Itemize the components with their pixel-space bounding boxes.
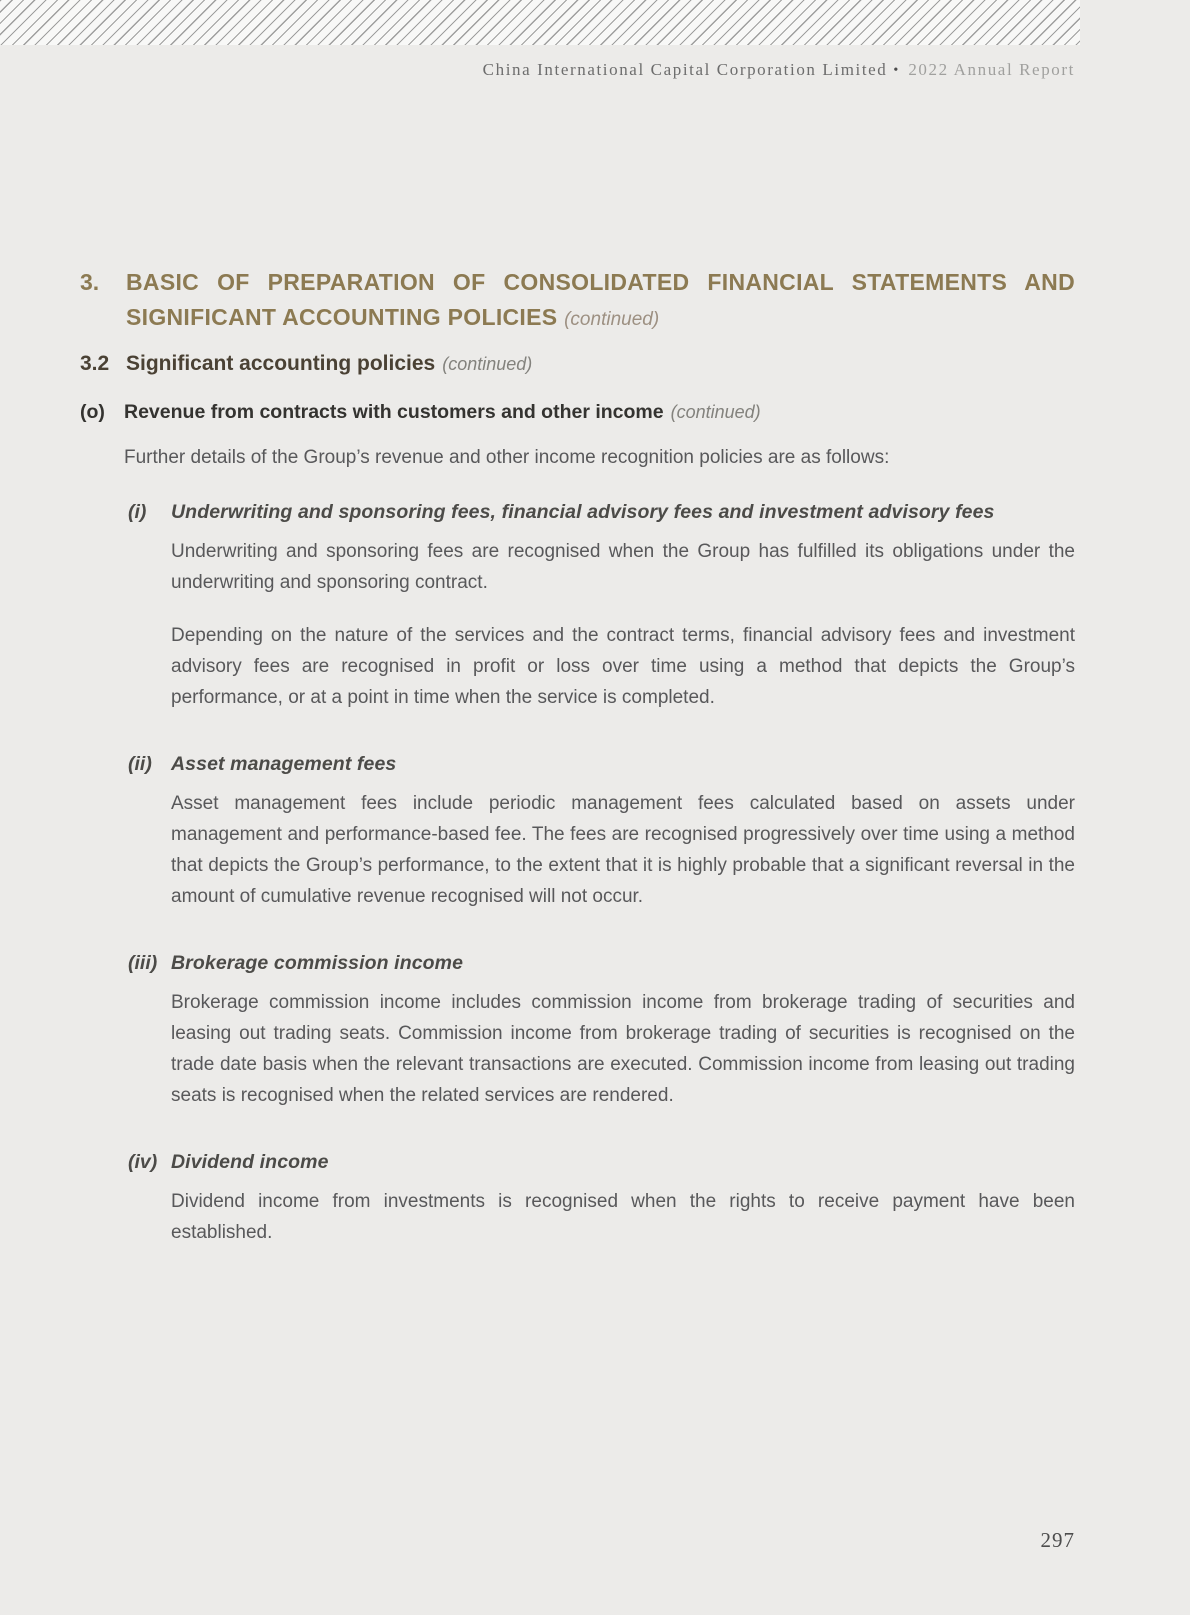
sub-item-iii-title: Brokerage commission income — [171, 952, 464, 974]
subsection-continued-note: (continued) — [442, 354, 533, 374]
sub-item-iv-title: Dividend income — [171, 1151, 329, 1173]
section-number: 3. — [80, 269, 100, 295]
subsection-number: 3.2 — [80, 352, 110, 375]
company-name: China International Capital Corporation Limited — [482, 60, 888, 79]
sub-item-iv-label: (iv) — [128, 1151, 158, 1173]
sub-item-i-paragraph-1: Underwriting and sponsoring fees are recognised when the Group has fulfilled its obligations under the underwriting and sponsoring contract. — [171, 541, 1075, 593]
separator-dot-icon: • — [893, 63, 899, 78]
sub-item-iii-body — [171, 950, 1075, 1111]
note-o-title-text: Revenue from contracts with customers and other income — [124, 401, 664, 423]
sub-item-i-title: Underwriting and sponsoring fees, financial advisory fees and investment advisory fees — [171, 501, 995, 523]
note-o-revenue — [80, 399, 1075, 1248]
sub-item-ii-body — [171, 751, 1075, 912]
note-o-label: (o) — [80, 401, 105, 423]
decorative-hatch-band — [0, 0, 1080, 45]
subsection-title — [126, 350, 532, 378]
section-title — [126, 265, 1075, 337]
note-o-title — [124, 399, 1075, 426]
sub-item-iii-label: (iii) — [128, 952, 158, 974]
subsection-3-2-heading — [80, 350, 1075, 378]
sub-item-iv-body — [171, 1149, 1075, 1248]
page-number: 297 — [1040, 1528, 1075, 1552]
sub-item-iii — [128, 950, 1075, 1111]
sub-item-i — [128, 499, 1075, 713]
sub-item-ii-label: (ii) — [128, 753, 152, 775]
sub-item-i-paragraph-2: Depending on the nature of the services and the contract terms, financial advisory fees and investment advisory fees are recognised in profit or loss over time using a method that depicts the Group’s performance, or at a point in time when the service is completed. — [171, 625, 1075, 708]
subsection-title-text: Significant accounting policies — [126, 352, 436, 375]
sub-item-iii-paragraph-1: Brokerage commission income includes commission income from brokerage trading of securities and leasing out trading seats. Commission income from brokerage trading of securities is recognised on the trade date basis when the relevant transactions are executed. Commission income from leasing out trading seats is recognised when the related services are rendered. — [171, 992, 1075, 1106]
note-o-intro-paragraph: Further details of the Group’s revenue and other income recognition policies are as follows: — [124, 447, 890, 468]
sub-item-ii-paragraph-1: Asset management fees include periodic management fees calculated based on assets under management and performance-based fee. The fees are recognised progressively over time using a method that depicts the Group’s performance, to the extent that it is highly probable that a significant reversal in the amount of cumulative revenue recognised will not occur. — [171, 793, 1075, 907]
running-header — [80, 58, 1075, 83]
sub-item-iv-paragraph-1: Dividend income from investments is recognised when the rights to receive payment have been established. — [171, 1191, 1075, 1243]
section-title-line2-text: SIGNIFICANT ACCOUNTING POLICIES — [126, 304, 558, 330]
sub-item-ii — [128, 751, 1075, 912]
section-title-line2 — [126, 300, 1075, 337]
note-o-continued-note: (continued) — [670, 402, 761, 422]
report-edition: 2022 Annual Report — [908, 60, 1075, 79]
sub-item-iv — [128, 1149, 1075, 1248]
section-continued-note: (continued) — [564, 309, 660, 330]
page-content — [80, 265, 1075, 1248]
sub-item-ii-title: Asset management fees — [171, 753, 397, 775]
sub-item-i-body — [171, 499, 1075, 713]
section-3-heading — [80, 265, 1075, 337]
section-title-line1: BASIC OF PREPARATION OF CONSOLIDATED FINANCIAL STATEMENTS AND — [126, 269, 1075, 295]
note-o-body — [124, 399, 1075, 1248]
sub-item-i-label: (i) — [128, 501, 147, 523]
